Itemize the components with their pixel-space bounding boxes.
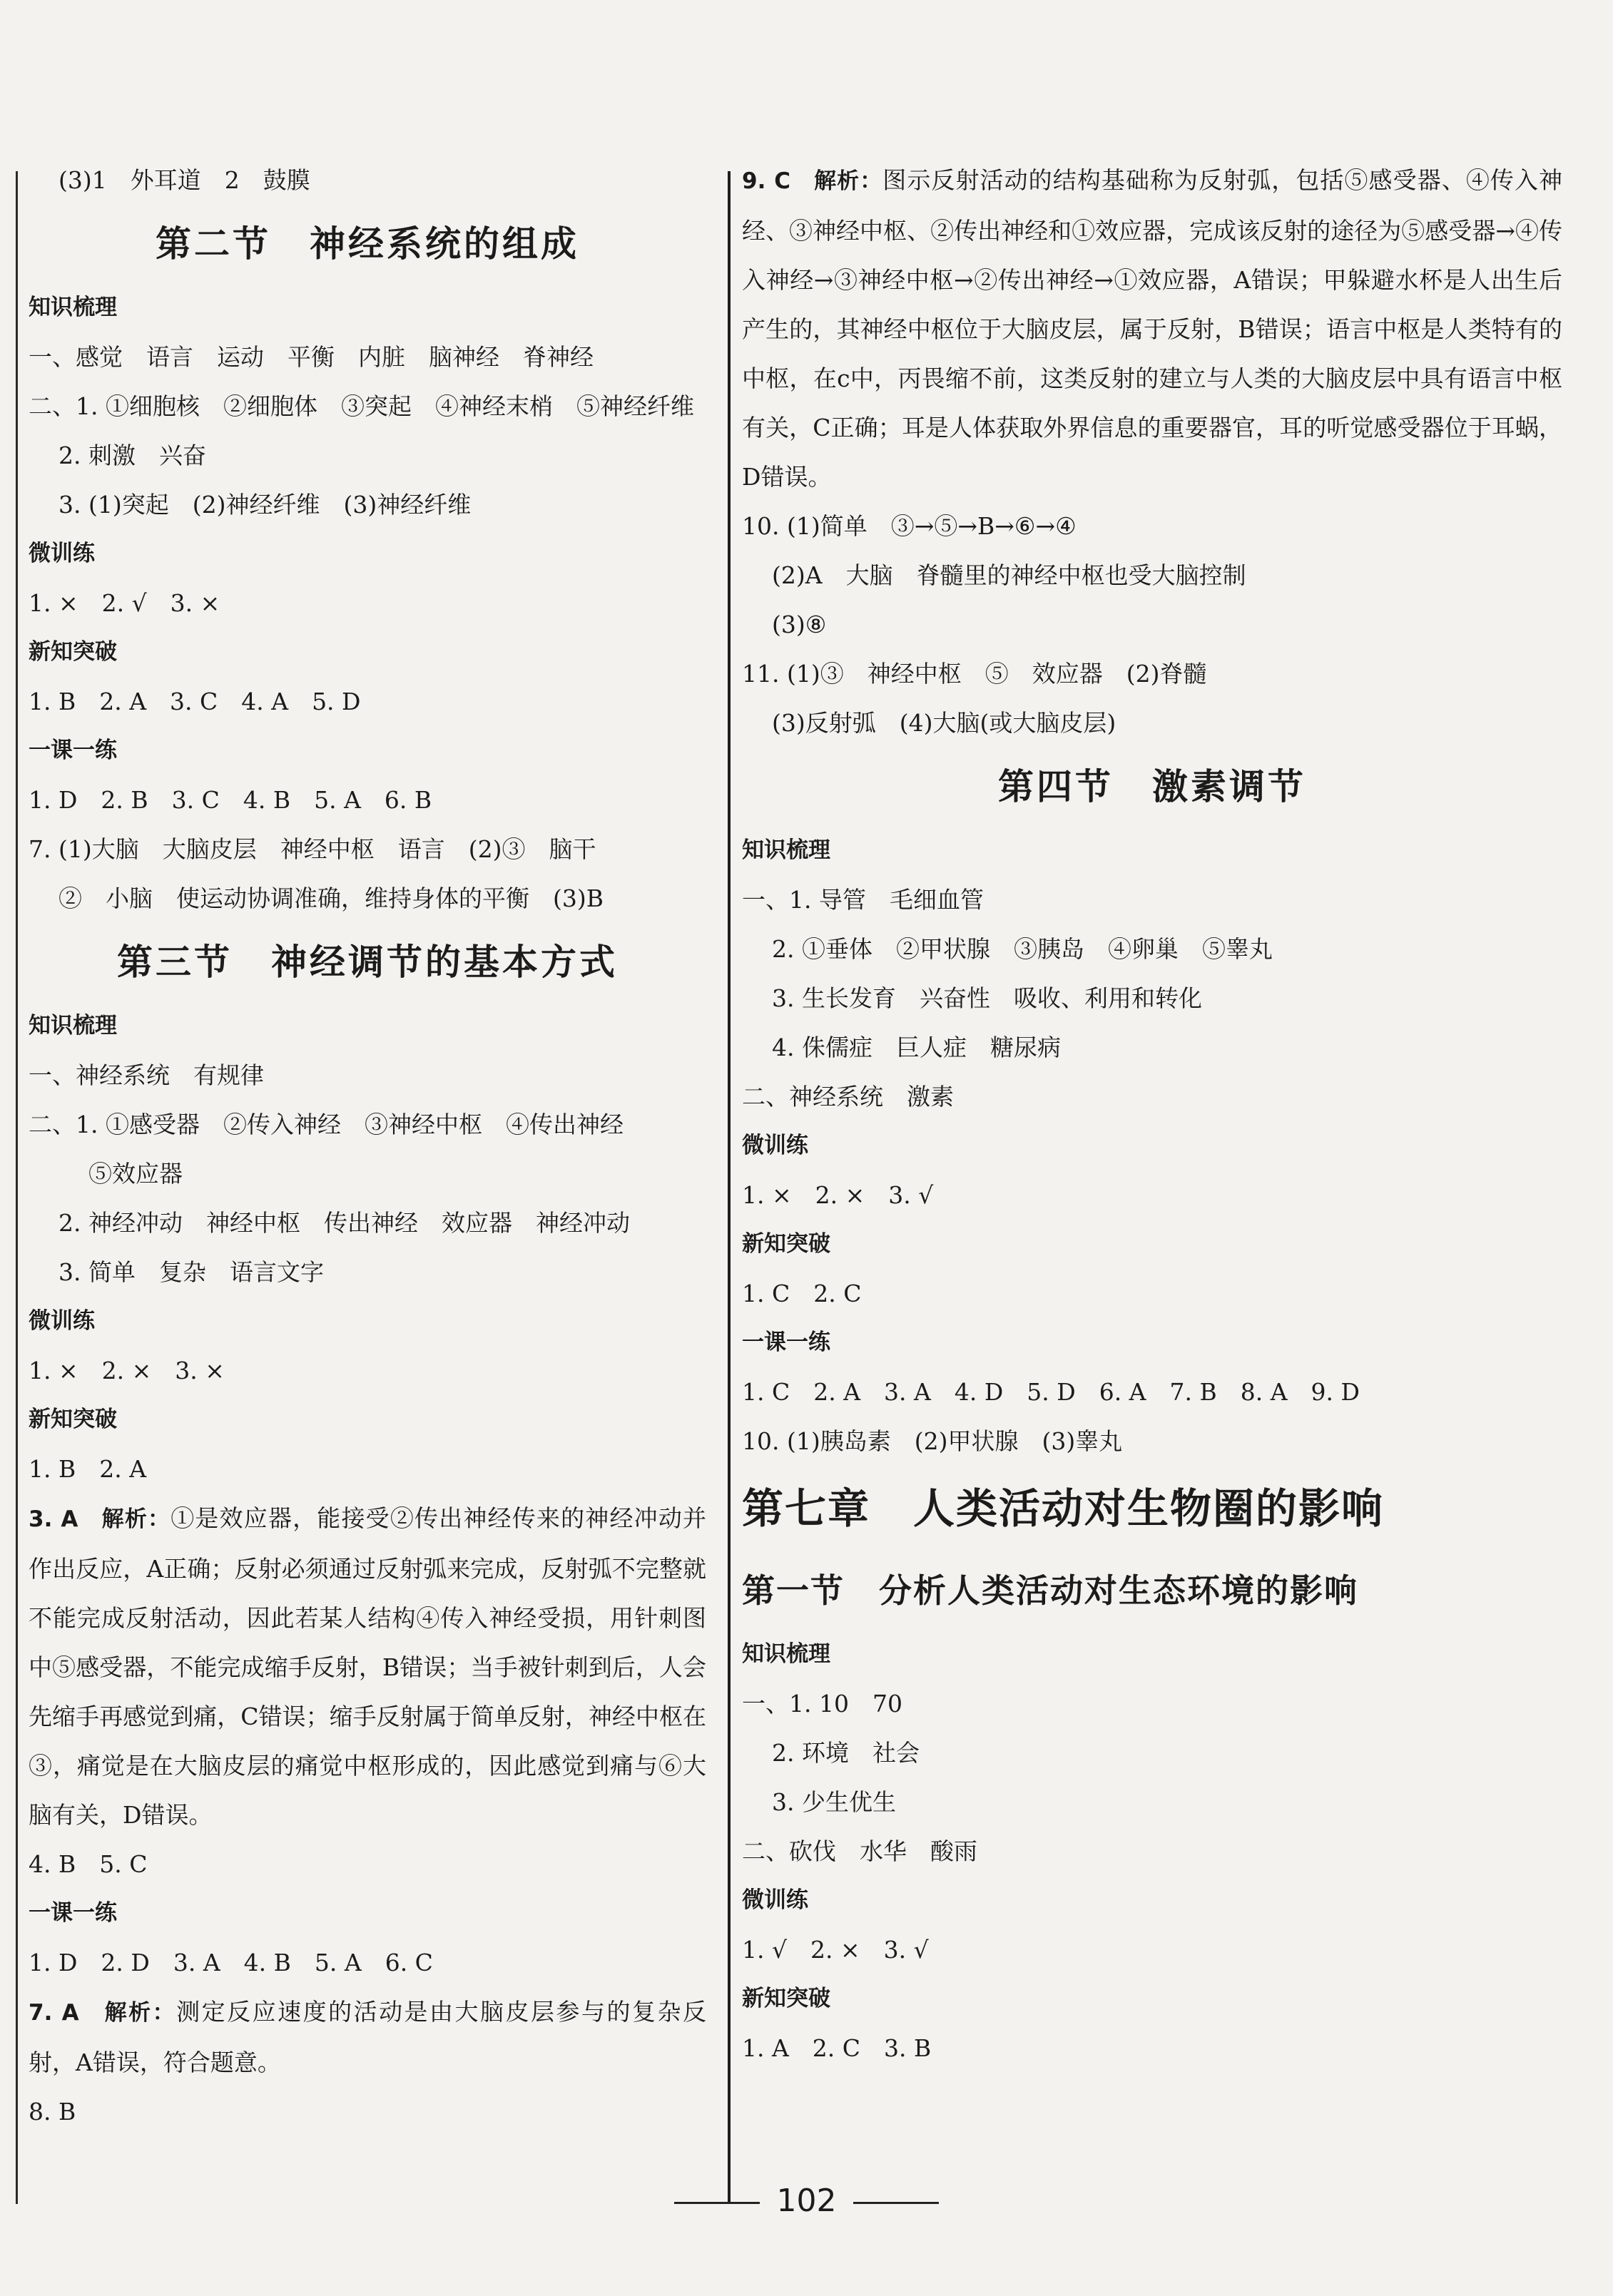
explanation-label: 7. A 解析： <box>29 2000 177 2026</box>
answer-line: 2. 环境 社会 <box>772 1739 920 1767</box>
column-divider <box>728 171 731 2204</box>
answer-line: 1. C 2. A 3. A 4. D 5. D 6. A 7. B 8. A 9. D <box>742 1378 1360 1406</box>
answer-line: 1. B 2. A <box>29 1455 147 1483</box>
answer-line: 1. × 2. × 3. √ <box>742 1181 934 1209</box>
page-footer <box>0 2183 1613 2219</box>
page-number: 102 <box>776 2183 837 2219</box>
answer-line: 一、1. 10 70 <box>742 1690 902 1718</box>
answer-line: (3)反射弧 (4)大脑(或大脑皮层) <box>772 709 1116 737</box>
answer-line: 1. × 2. × 3. × <box>29 1357 225 1384</box>
explanation-paragraph <box>742 155 1562 501</box>
answer-line: 8. B <box>29 2098 76 2126</box>
subheading: 微训练 <box>742 1133 808 1158</box>
section-title: 第二节 神经系统的组成 <box>156 223 579 265</box>
explanation-label: 3. A 解析： <box>29 1506 171 1532</box>
answer-line: 4. B 5. C <box>29 1850 148 1878</box>
answer-line: 二、1. ①感受器 ②传入神经 ③神经中枢 ④传出神经 <box>29 1111 624 1138</box>
section-title: 第三节 神经调节的基本方式 <box>117 942 618 983</box>
chapter-title: 第七章 人类活动对生物圈的影响 <box>742 1484 1385 1533</box>
subheading: 新知突破 <box>29 639 117 665</box>
answer-line: ⑤效应器 <box>88 1160 183 1188</box>
answer-line: 二、砍伐 水华 酸雨 <box>742 1837 977 1865</box>
subheading: 知识梳理 <box>29 1013 117 1039</box>
answer-line: 一、神经系统 有规律 <box>29 1061 264 1089</box>
answer-line: 一、感觉 语言 运动 平衡 内脏 脑神经 脊神经 <box>29 343 594 371</box>
subheading: 新知突破 <box>742 1231 830 1257</box>
right-column <box>742 155 1562 2073</box>
answer-line: 3. 少生优生 <box>772 1788 896 1816</box>
subheading: 一课一练 <box>29 1900 117 1926</box>
answer-line: 一、1. 导管 毛细血管 <box>742 886 984 914</box>
explanation-text: 测定反应速度的活动是由大脑皮层参与的复杂反射，A错误，符合题意。 <box>29 1998 707 2076</box>
section-title: 第四节 激素调节 <box>998 766 1306 807</box>
explanation-text: 图示反射活动的结构基础称为反射弧，包括⑤感受器、④传入神经、③神经中枢、②传出神经和①效应器，完成该反射的途径为⑤感受器→④传入神经→③神经中枢→②传出神经→①效应器，A错误；甲躲避水杯是人出生后产生的，其神经中枢位于大脑皮层，属于反射，B错误；语言中枢是人类特有的中枢，在c中，丙畏缩不前，这类反射的建立与人类的大脑皮层中具有语言中枢有关，C正确；耳是人体获取外界信息的重要器官，耳的听觉感受器位于耳蜗，D错误。 <box>742 166 1563 491</box>
answer-line: 1. D 2. B 3. C 4. B 5. A 6. B <box>29 786 432 814</box>
left-column <box>29 155 706 2136</box>
subheading: 一课一练 <box>742 1330 830 1355</box>
subheading: 知识梳理 <box>29 295 117 320</box>
answer-line: (2)A 大脑 脊髓里的神经中枢也受大脑控制 <box>772 561 1246 589</box>
answer-line: 10. (1)胰岛素 (2)甲状腺 (3)睾丸 <box>742 1427 1123 1455</box>
page-edge-line <box>16 171 18 2204</box>
answer-line: 4. 侏儒症 巨人症 糖尿病 <box>772 1034 1061 1061</box>
subheading: 知识梳理 <box>742 1641 830 1667</box>
explanation-label: 9. C 解析： <box>742 168 883 194</box>
subheading: 微训练 <box>742 1887 808 1913</box>
footer-rule-left <box>674 2202 760 2204</box>
answer-line: 1. × 2. √ 3. × <box>29 589 220 617</box>
answer-line: 3. (1)突起 (2)神经纤维 (3)神经纤维 <box>58 491 472 519</box>
explanation-paragraph <box>29 1987 706 2087</box>
answer-line: 1. A 2. C 3. B <box>742 2034 932 2062</box>
answer-line: 1. C 2. C <box>742 1280 862 1307</box>
answer-line: 二、神经系统 激素 <box>742 1083 954 1111</box>
subheading: 知识梳理 <box>742 837 830 863</box>
answer-line: 10. (1)简单 ③→⑤→B→⑥→④ <box>742 512 1077 540</box>
answer-line: 1. √ 2. × 3. √ <box>742 1936 929 1964</box>
subheading: 新知突破 <box>742 1986 830 2011</box>
answer-line: 7. (1)大脑 大脑皮层 神经中枢 语言 (2)③ 脑干 <box>29 835 596 863</box>
section-title: 第一节 分析人类活动对生态环境的影响 <box>742 1571 1358 1610</box>
subheading: 新知突破 <box>29 1407 117 1432</box>
answer-line: 3. 简单 复杂 语言文字 <box>58 1258 324 1286</box>
answer-line: 1. B 2. A 3. C 4. A 5. D <box>29 688 361 715</box>
answer-line: 2. ①垂体 ②甲状腺 ③胰岛 ④卵巢 ⑤睾丸 <box>772 935 1273 963</box>
answer-line: 3. 生长发育 兴奋性 吸收、利用和转化 <box>772 984 1202 1012</box>
explanation-text: ①是效应器，能接受②传出神经传来的神经冲动并作出反应，A正确；反射必须通过反射弧来完成，反射弧不完整就不能完成反射活动，因此若某人结构④传入神经受损，用针刺图中⑤感受器，不能完成缩手反射，B错误；当手被针刺到后，人会先缩手再感觉到痛，C错误；缩手反射属于简单反射，神经中枢在③，痛觉是在大脑皮层的痛觉中枢形成的，因此感觉到痛与⑥大脑有关，D错误。 <box>29 1504 706 1829</box>
answer-line: 1. D 2. D 3. A 4. B 5. A 6. C <box>29 1949 433 1976</box>
subheading: 微训练 <box>29 1308 95 1334</box>
answer-line: (3)⑧ <box>772 611 827 638</box>
answer-line: ② 小脑 使运动协调准确，维持身体的平衡 (3)B <box>58 884 604 912</box>
answer-line: 二、1. ①细胞核 ②细胞体 ③突起 ④神经末梢 ⑤神经纤维 <box>29 392 694 420</box>
answer-line: 2. 刺激 兴奋 <box>58 442 206 469</box>
subheading: 一课一练 <box>29 738 117 763</box>
answer-line: (3)1 外耳道 2 鼓膜 <box>58 166 310 194</box>
footer-rule-right <box>853 2202 939 2204</box>
subheading: 微训练 <box>29 541 95 566</box>
answer-line: 2. 神经冲动 神经中枢 传出神经 效应器 神经冲动 <box>58 1209 630 1237</box>
answer-line: 11. (1)③ 神经中枢 ⑤ 效应器 (2)脊髓 <box>742 660 1207 688</box>
explanation-paragraph <box>29 1494 706 1840</box>
